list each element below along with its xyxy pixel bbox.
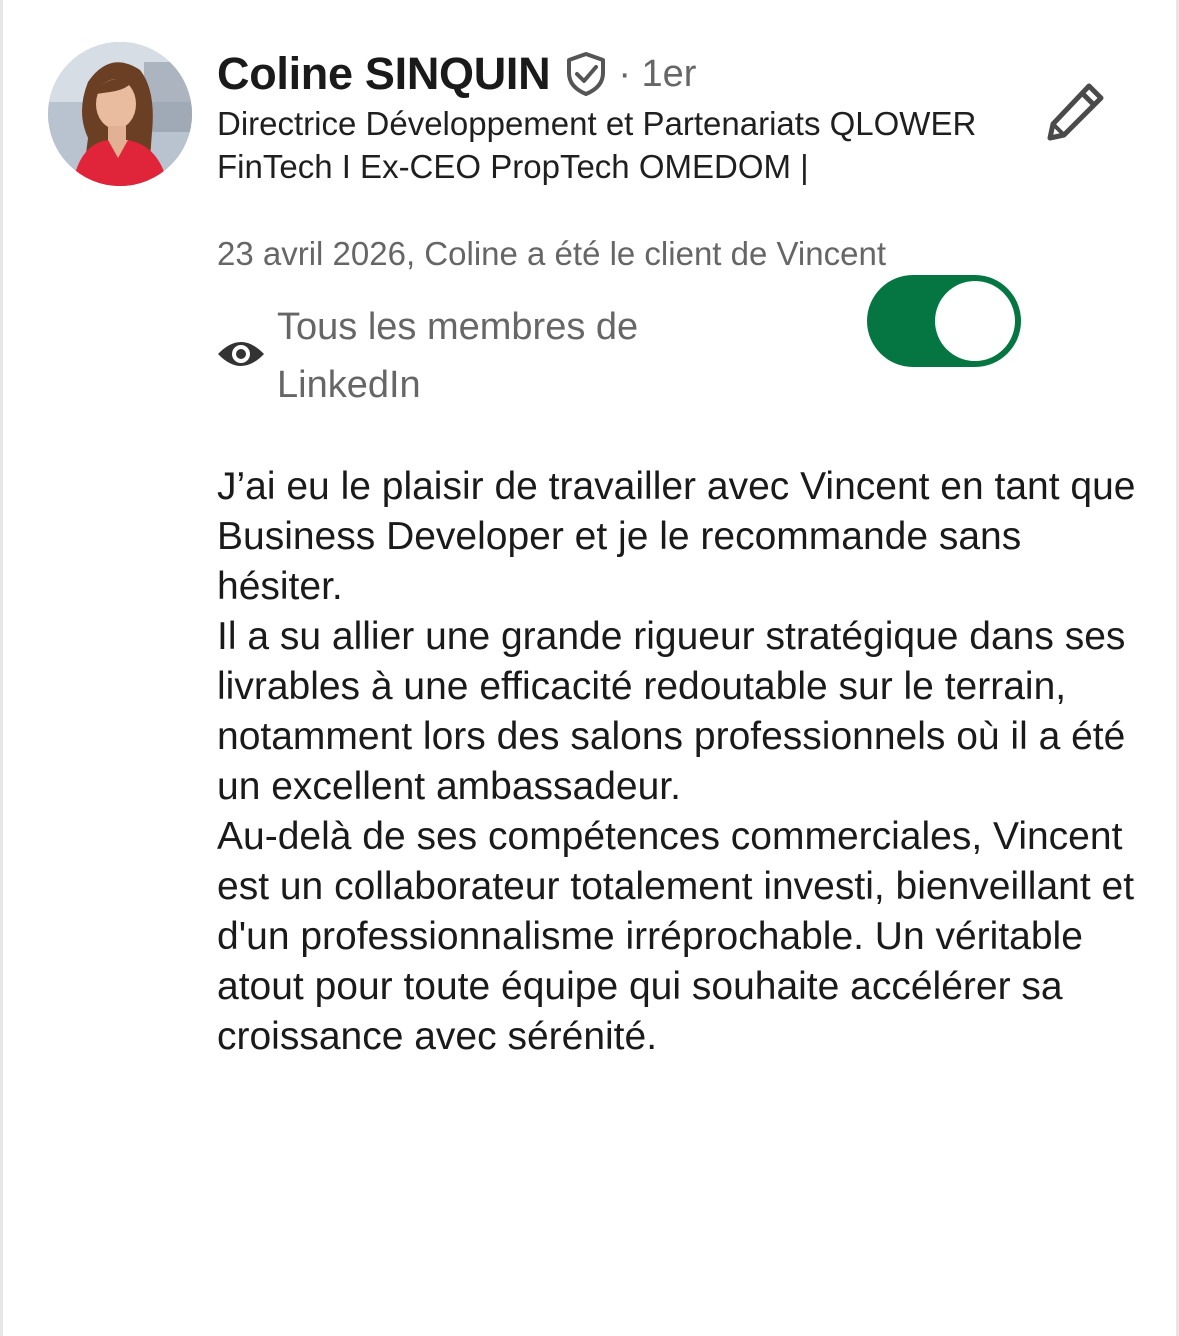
edit-button[interactable]	[1040, 80, 1110, 146]
recommendation-text	[217, 462, 1147, 1062]
visibility-toggle[interactable]	[867, 275, 1021, 367]
recommendation-paragraph: J’ai eu le plaisir de travailler avec Vincent en tant que Business Developer et je le recommande sans hésiter.	[217, 465, 1136, 608]
frame-border-left	[0, 0, 3, 1336]
author-name[interactable]: Coline SINQUIN	[217, 48, 551, 99]
connection-degree: · 1er	[618, 52, 697, 95]
recommendation-paragraph: Au-delà de ses compétences commerciales, Vincent est un collaborateur totalement investi, bienveillant et d'un professionnalisme irréprochable. Un véritable atout pour toute équipe qui souhaite accélérer sa croissance avec sérénité.	[217, 815, 1135, 1058]
author-header	[217, 44, 696, 104]
pencil-icon	[1042, 80, 1108, 147]
visibility-label: Tous les membres de LinkedIn	[277, 306, 639, 406]
relationship-info: 23 avril 2026, Coline a été le client de Vincent	[217, 235, 886, 272]
shield-check-icon[interactable]	[564, 51, 608, 97]
author-avatar[interactable]	[48, 42, 192, 186]
recommendation-paragraph: Il a su allier une grande rigueur stratégique dans ses livrables à une efficacité redoutable sur le terrain, notamment lors des salons professionnels où il a été un excellent ambassadeur.	[217, 615, 1126, 808]
eye-icon	[216, 336, 266, 372]
toggle-knob	[935, 281, 1015, 361]
author-headline: Directrice Développement et Partenariats QLOWER FinTech I Ex-CEO PropTech OMEDOM |	[217, 105, 977, 185]
